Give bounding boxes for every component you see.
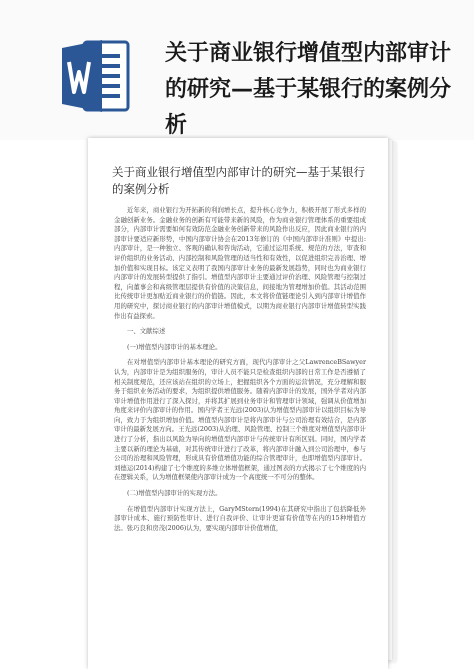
page-title: 关于商业银行增值型内部审计的研究—基于某银行的案例分析 xyxy=(112,165,365,196)
subsection-heading: (二)增值型内部审计的实现方法。 xyxy=(127,489,222,498)
body-paragraph: 在对增值型内部审计基本理论的研究方面，现代内部审计之父LawrenceBSawyer认为，内部审计是为组织服务的，审计人员不能只是检查组织内部的日常工作是否遵循了相关制度规范，还应该站在组织的立场上，把握组织各个方面的运营情况，充分理解和服务于组织业务活动的要求，为组织提供增值服务。随着内部审计的发展，国外学者对内部审计增值作用进行了深入探讨，并将其扩展到业务审计和管理审计领域，强调从价值增加角度来评价内部审计的作用。国内学者王光远(2003)认为增值型内部审计以组织目标为导向，致力于为组织增加价值。增值型内部审计是将内部审计与公司治理有效结合，是内部审计的最新发展方向。王光远(2003)从治理、风险管理、控制三个维度对增值型内部审计进行了分析，指出以风险为导向的增值型内部审计与传统审计有所区别。同时，国内学者主要以新的理论为基础，对其传统审计进行了改革，将内部审计融入到公司治理中，参与公司的治理和风险管理，形成具有价值增值功能的综合管理审计，也即增值型内部审计。刘德运(2014)构建了七个维度的多维立体增值框架，通过图表的方式揭示了七个维度的内在逻辑关系，认为增值框架使内部审计成为一个高度统一不可分的整体。 xyxy=(114,358,366,482)
intro-paragraph: 近年来，商业银行为开拓新的利润增长点，提升核心竞争力，积极开展了形式多样的金融创新业务。金融业务的创新有可能带来新的风险，作为商业银行管理体系的重要组成部分，内部审计需要如何有效防范金融业务创新带来的风险作出反应，因此商业银行的内部审计要适应新形势，中国内部审计协会在2013年修订的《中国内部审计准则》中提出:内部审计，是一种独立、客观的确认和咨询活动，它通过运用系统、规范的方法，审查和评价组织的业务活动、内部控制和风险管理的适当性和有效性，以促进组织完善治理、增加价值和实现目标。该定义表明了我国内部审计业务的最新发展趋势，同时也为商业银行内部审计的发展转型提供了指引。增值型内部审计主要通过评价治理、风险管理与控制过程，向董事会和高级管理层提供有价值的决策信息，间接地为管理增加价值。其活动范围比传统审计更加贴近商业银行的价值链。因此，本文将价值链理论引入到内部审计增值作用的研究中，探讨商业银行的内部审计增值模式，以期为商业银行内部审计增值转型实践作出有益探索。 xyxy=(114,206,366,320)
document-page xyxy=(88,138,388,669)
header-banner xyxy=(0,0,474,140)
subsection-heading: (一)增值型内部审计的基本理论。 xyxy=(127,342,222,351)
word-icon xyxy=(62,38,132,114)
section-heading: 一、文献综述 xyxy=(127,327,166,336)
body-paragraph: 在增值型内部审计实现方法上，GaryMStern(1994)在其研究中指出了包括降低外部审计成本、施行预防性审计、进行自我评价、让审计更富有价值等在内的15种增值方法。张巧良和房茂(2006)认为，要实现内部审计价值增值， xyxy=(114,504,366,532)
document-title-banner: 关于商业银行增值型内部审计的研究—基于某银行的案例分析 xyxy=(165,41,452,138)
document-body xyxy=(114,206,366,537)
